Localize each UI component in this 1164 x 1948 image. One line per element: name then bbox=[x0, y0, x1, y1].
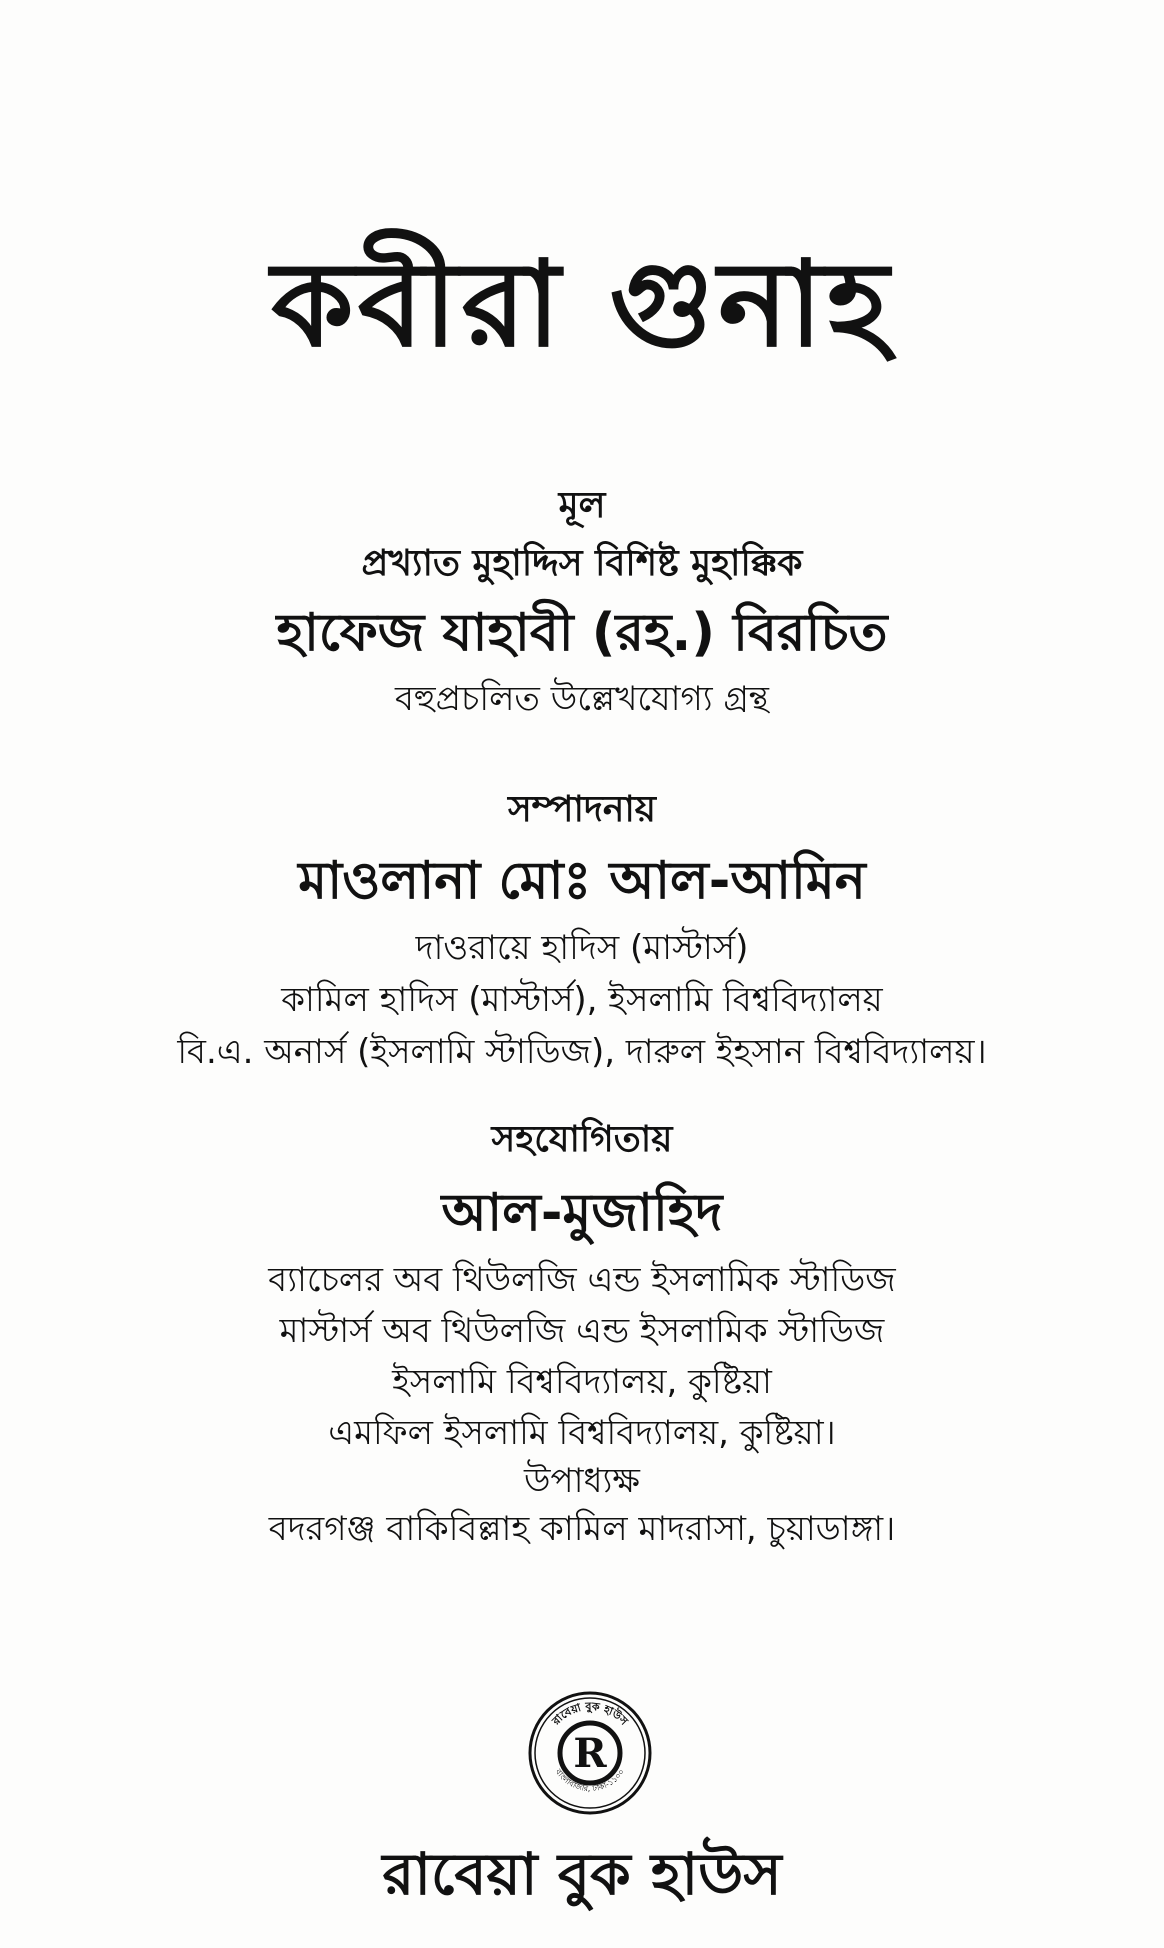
editor-label: সম্পাদনায় bbox=[508, 789, 656, 830]
collaborator-credential: এমফিল ইসলামি বিশ্ববিদ্যালয়, কুষ্টিয়া। bbox=[328, 1413, 836, 1453]
seal-address-text: বাংলাবাজার, ঢাকা-১১০০ bbox=[553, 1767, 627, 1794]
collaborator-credential: ব্যাচেলর অব থিউলজি এন্ড ইসলামিক স্টাডিজ bbox=[268, 1260, 896, 1300]
publisher-seal-icon bbox=[527, 1690, 653, 1816]
editor-credential: বি.এ. অনার্স (ইসলামি স্টাডিজ), দারুল ইহসান বিশ্ববিদ্যালয়। bbox=[177, 1032, 987, 1072]
author-descriptor: প্রখ্যাত মুহাদ্দিস বিশিষ্ট মুহাক্কিক bbox=[361, 543, 803, 584]
collaborator-credential: ইসলামি বিশ্ববিদ্যালয়, কুষ্টিয়া bbox=[392, 1362, 772, 1402]
editor-credential: কামিল হাদিস (মাস্টার্স), ইসলামি বিশ্ববিদ্যালয় bbox=[281, 980, 883, 1020]
collaborator-credential: বদরগঞ্জ বাকিবিল্লাহ কামিল মাদরাসা, চুয়াডাঙ্গা। bbox=[268, 1509, 896, 1549]
seal-ring-text: রাবেয়া বুক হাউস bbox=[549, 1699, 631, 1728]
collaborator-credential: উপাধ্যক্ষ bbox=[524, 1461, 640, 1501]
collaborator-credential: মাস্টার্স অব থিউলজি এন্ড ইসলামিক স্টাডিজ bbox=[279, 1311, 885, 1351]
original-label: মূল bbox=[558, 485, 606, 526]
collaborator-label: সহযোগিতায় bbox=[491, 1119, 673, 1160]
publisher-name: রাবেয়া বুক হাউস bbox=[382, 1840, 782, 1908]
editor-credential: দাওরায়ে হাদিস (মাস্টার্স) bbox=[415, 928, 749, 968]
editor-name: মাওলানা মোঃ আল-আমিন bbox=[298, 851, 866, 911]
book-title: কবীরা গুনাহ bbox=[271, 235, 893, 373]
author-name: হাফেজ যাহাবী (রহ.) বিরচিত bbox=[276, 603, 888, 663]
book-note: বহুপ্রচলিত উল্লেখযোগ্য গ্রন্থ bbox=[395, 679, 769, 719]
collaborator-name: আল-মুজাহিদ bbox=[441, 1183, 723, 1243]
seal-letter: R bbox=[573, 1730, 607, 1777]
